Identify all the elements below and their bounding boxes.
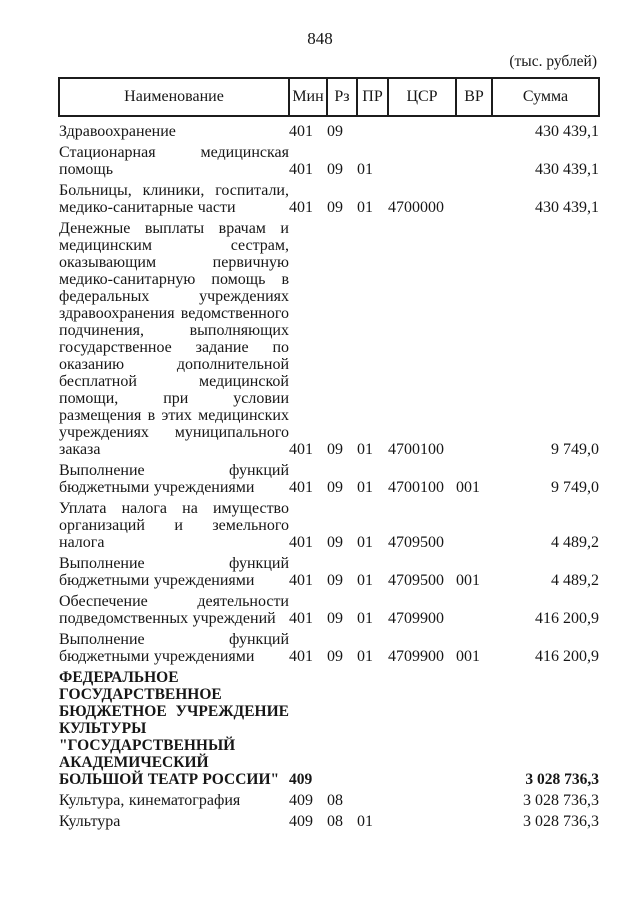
row-name-cell: Выполнение функций бюджетными учреждениями: [59, 631, 289, 665]
row-vr-cell: [456, 589, 492, 627]
row-csr-cell: [388, 116, 456, 140]
row-vr-cell: [456, 178, 492, 216]
table-row: [59, 116, 599, 140]
row-csr-cell: 4709900: [388, 648, 444, 665]
row-vr-cell: [456, 809, 492, 830]
row-name-cell: Выполнение функций бюджетными учреждениями: [59, 555, 289, 589]
budget-table: [58, 77, 600, 830]
row-rz-cell: 09: [327, 572, 343, 589]
row-csr-cell: 4700100: [388, 441, 444, 458]
row-sum-cell: 4 489,2: [551, 534, 599, 551]
row-rz-cell: 08: [327, 813, 343, 830]
row-name-cell: Культура: [59, 813, 121, 830]
row-pr-cell: 01: [357, 441, 373, 458]
row-rz-cell: 09: [327, 123, 343, 140]
row-pr-cell: 01: [357, 199, 373, 216]
row-min-cell: 401: [289, 199, 313, 216]
row-sum-cell: 430 439,1: [535, 161, 599, 178]
row-pr-cell: [357, 788, 388, 809]
row-pr-cell: 01: [357, 610, 373, 627]
col-header-csr: ЦСР: [388, 78, 456, 116]
table-row: [59, 178, 599, 216]
row-name-cell: Выполнение функций бюджетными учреждениями: [59, 462, 289, 496]
table-header-row: [59, 78, 599, 116]
row-rz-cell: 09: [327, 648, 343, 665]
row-sum-cell: 3 028 736,3: [525, 771, 599, 788]
row-min-cell: 401: [289, 441, 313, 458]
table-row: [59, 140, 599, 178]
row-vr-cell: 001: [456, 648, 480, 665]
row-name-cell: Уплата налога на имущество организаций и земельного налога: [59, 500, 289, 551]
col-header-sum: Сумма: [492, 78, 599, 116]
row-min-cell: 409: [289, 771, 313, 788]
table-row: [59, 458, 599, 496]
row-csr-cell: 4709500: [388, 534, 444, 551]
row-rz-cell: 09: [327, 441, 343, 458]
row-sum-cell: 416 200,9: [535, 648, 599, 665]
row-pr-cell: 01: [357, 813, 373, 830]
row-min-cell: 409: [289, 792, 313, 809]
row-vr-cell: 001: [456, 572, 480, 589]
row-pr-cell: 01: [357, 534, 373, 551]
col-header-rz: Рз: [327, 78, 357, 116]
table-row: [59, 809, 599, 830]
table-row: [59, 589, 599, 627]
row-csr-cell: [388, 140, 456, 178]
row-vr-cell: 001: [456, 479, 480, 496]
row-rz-cell: 09: [327, 479, 343, 496]
row-rz-cell: 09: [327, 199, 343, 216]
row-csr-cell: 4709500: [388, 572, 444, 589]
col-header-min: Мин: [289, 78, 327, 116]
row-sum-cell: 430 439,1: [535, 199, 599, 216]
row-rz-cell: 09: [327, 610, 343, 627]
row-pr-cell: [357, 665, 388, 788]
row-sum-cell: 9 749,0: [551, 441, 599, 458]
row-min-cell: 401: [289, 648, 313, 665]
row-csr-cell: [388, 665, 456, 788]
row-sum-cell: 430 439,1: [535, 123, 599, 140]
table-row: [59, 665, 599, 788]
row-sum-cell: 9 749,0: [551, 479, 599, 496]
row-csr-cell: [388, 788, 456, 809]
row-min-cell: 401: [289, 572, 313, 589]
row-name-cell: Стационарная медицинская помощь: [59, 144, 289, 178]
row-vr-cell: [456, 496, 492, 551]
row-csr-cell: 4700100: [388, 479, 444, 496]
table-row: [59, 496, 599, 551]
row-sum-cell: 3 028 736,3: [523, 792, 599, 809]
row-name-cell: Обеспечение деятельности подведомственных учреждений: [59, 593, 289, 627]
row-name-cell: Больницы, клиники, госпитали, медико-санитарные части: [59, 182, 289, 216]
table-row: [59, 216, 599, 458]
table-row: [59, 627, 599, 665]
units-label: (тыс. рублей): [509, 53, 597, 70]
row-sum-cell: 3 028 736,3: [523, 813, 599, 830]
row-rz-cell: 09: [327, 534, 343, 551]
row-min-cell: 401: [289, 123, 313, 140]
row-vr-cell: [456, 665, 492, 788]
col-header-vr: ВР: [456, 78, 492, 116]
row-name-cell: Культура, кинематография: [59, 792, 241, 809]
table-row: [59, 551, 599, 589]
row-vr-cell: [456, 140, 492, 178]
row-csr-cell: [388, 809, 456, 830]
row-name-cell: Здравоохранение: [59, 123, 176, 140]
table-body: [59, 116, 599, 830]
row-csr-cell: 4700000: [388, 199, 444, 216]
row-csr-cell: 4709900: [388, 610, 444, 627]
row-pr-cell: 01: [357, 161, 373, 178]
row-min-cell: 401: [289, 161, 313, 178]
col-header-pr: ПР: [357, 78, 388, 116]
table-row: [59, 788, 599, 809]
row-rz-cell: 08: [327, 792, 343, 809]
row-vr-cell: [456, 788, 492, 809]
row-pr-cell: 01: [357, 479, 373, 496]
row-vr-cell: [456, 116, 492, 140]
col-header-name: Наименование: [59, 78, 289, 116]
row-min-cell: 409: [289, 813, 313, 830]
row-sum-cell: 4 489,2: [551, 572, 599, 589]
row-pr-cell: 01: [357, 572, 373, 589]
row-pr-cell: [357, 116, 388, 140]
row-min-cell: 401: [289, 534, 313, 551]
row-name-cell: ФЕДЕРАЛЬНОЕ ГОСУДАРСТВЕННОЕ БЮДЖЕТНОЕ УЧРЕЖДЕНИЕ КУЛЬТУРЫ "ГОСУДАРСТВЕННЫЙ АКАДЕМИЧЕСКИЙ БОЛЬШОЙ ТЕАТР РОССИИ": [59, 669, 289, 788]
row-vr-cell: [456, 216, 492, 458]
page-number: 848: [307, 29, 333, 48]
row-pr-cell: 01: [357, 648, 373, 665]
row-min-cell: 401: [289, 610, 313, 627]
row-rz-cell: 09: [327, 161, 343, 178]
row-sum-cell: 416 200,9: [535, 610, 599, 627]
row-min-cell: 401: [289, 479, 313, 496]
row-rz-cell: [327, 665, 357, 788]
row-name-cell: Денежные выплаты врачам и медицинским сестрам, оказывающим первичную медико-санитарную помощь в федеральных учреждениях здравоохранения ведомственного подчинения, выполняющих государственное задание по оказанию дополнительной бесплатной медицинской помощи, при условии размещения в этих медицинских учреждениях муниципального заказа: [59, 220, 289, 458]
